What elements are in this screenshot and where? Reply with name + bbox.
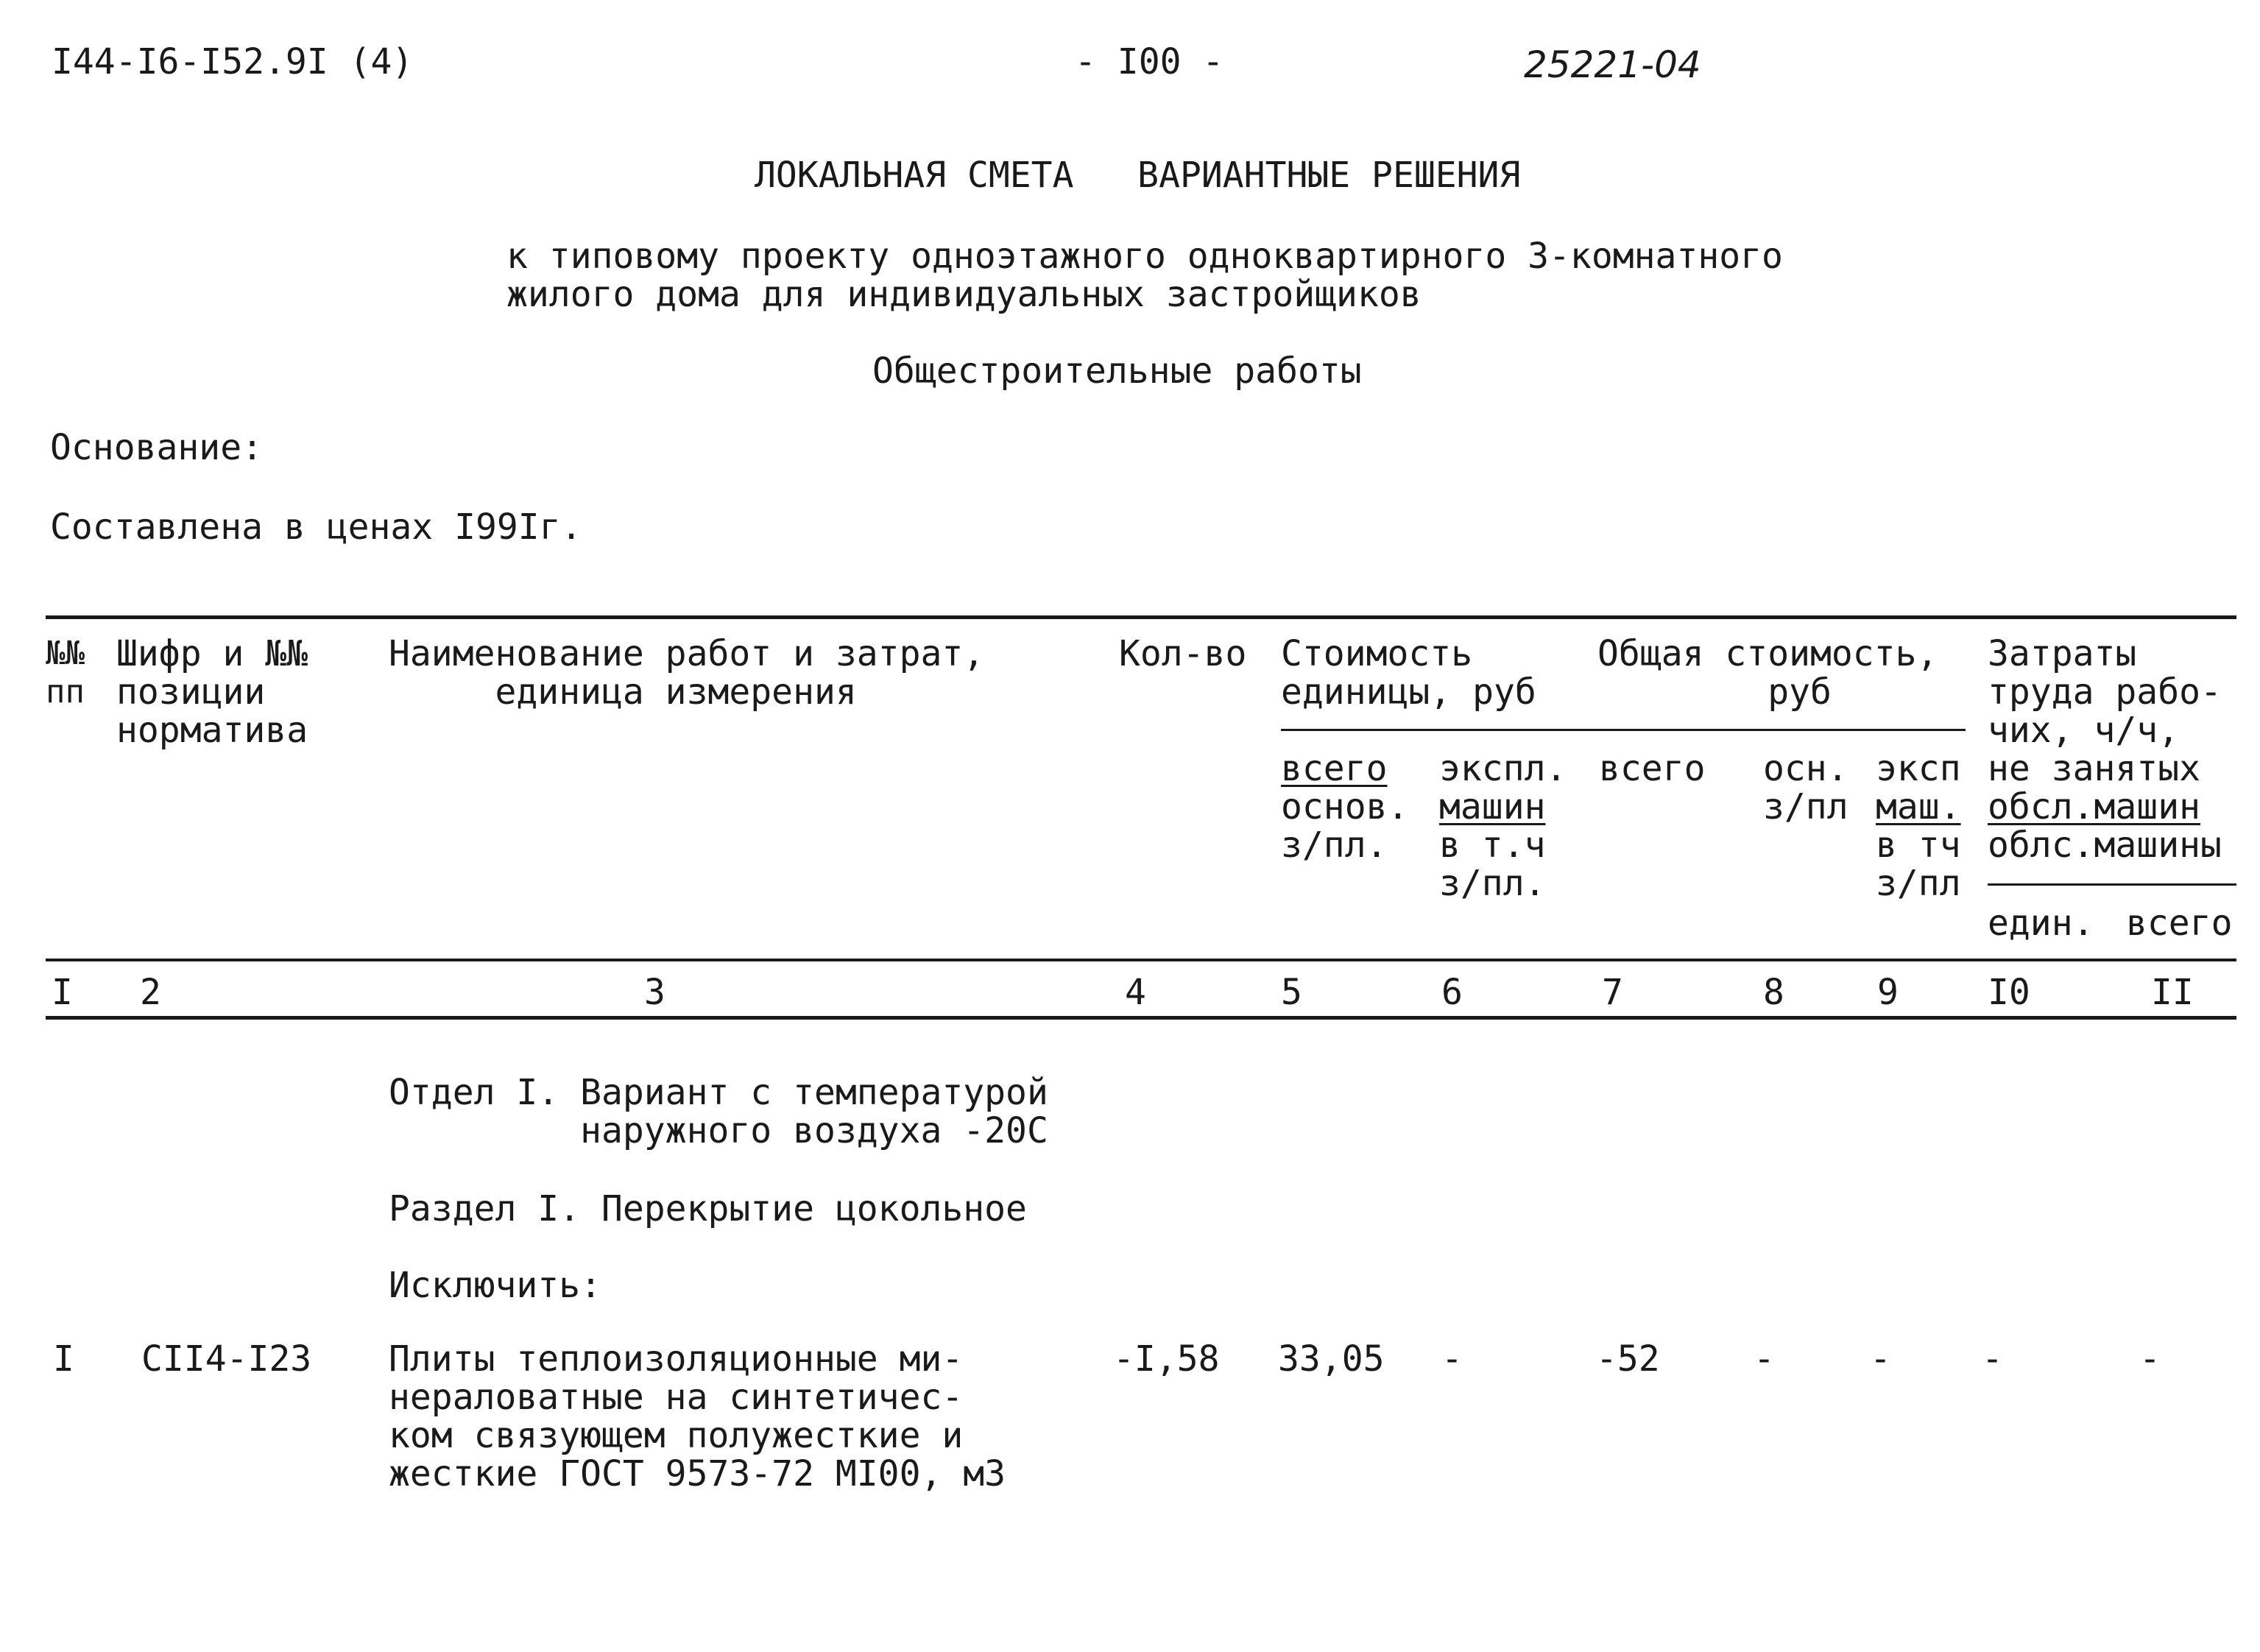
col-header-number: №№ пп — [46, 635, 85, 710]
exclude-label: Исключить: — [389, 1265, 601, 1306]
column-number: 3 — [644, 972, 665, 1013]
row-total: -52 — [1596, 1338, 1660, 1380]
column-number: 2 — [140, 972, 161, 1013]
column-number: 7 — [1602, 972, 1623, 1013]
col-header-9-machines: маш. — [1876, 786, 1961, 827]
row-unit-total: 33,05 — [1278, 1338, 1385, 1380]
column-number: 5 — [1281, 972, 1302, 1013]
row-base-wage: - — [1754, 1338, 1775, 1380]
col-header-code: Шифр и №№ позиции норматива — [116, 633, 308, 751]
col-header-6-incl: в т.ч — [1439, 825, 1546, 866]
title-subline-1: к типовому проекту одноэтажного одноквартирного 3-комнатного — [506, 236, 1783, 277]
section-title: Общестроительные работы — [872, 350, 1362, 392]
row-name: Плиты теплоизоляционные ми- нераловатные на синтетичес- ком связующем полужесткие и жесткие ГОСТ 9573-72 МI00, м3 — [389, 1338, 1006, 1494]
row-unit-machines: - — [1441, 1338, 1463, 1380]
col-header-7-total: всего — [1599, 748, 1706, 789]
table-top-rule — [46, 615, 2236, 619]
col-header-5-wage: з/пл. — [1281, 825, 1388, 866]
row-labor-unit: - — [1982, 1338, 2003, 1380]
row-quantity: -I,58 — [1113, 1338, 1220, 1380]
title-subline-2: жилого дома для индивидуальных застройщиков — [506, 274, 1422, 315]
col-header-6-wage: з/пл. — [1439, 863, 1546, 904]
column-number: II — [2151, 972, 2194, 1013]
col-header-9-wage: з/пл — [1876, 863, 1961, 904]
col-header-labor: Затраты труда рабо- чих, ч/ч, — [1988, 633, 2222, 751]
document-title: ЛОКАЛЬНАЯ СМЕТА ВАРИАНТНЫЕ РЕШЕНИЯ — [755, 155, 1521, 196]
col-header-10-unit: един. — [1988, 903, 2094, 944]
col-header-6-exploitation: экспл. — [1439, 748, 1567, 789]
basis-label: Основание: — [50, 427, 263, 468]
col-header-total-cost: Общая стоимость, руб — [1597, 633, 1938, 713]
subsection-heading: Раздел I. Перекрытие цокольное — [389, 1188, 1027, 1229]
col-header-5-total: всего — [1281, 748, 1388, 789]
col-header-labor-not-busy: не занятых — [1988, 748, 2200, 789]
column-number: I0 — [1988, 972, 2030, 1013]
column-number: 9 — [1877, 972, 1899, 1013]
col-header-9-exploitation: эксп — [1876, 748, 1961, 789]
col-header-labor-busy: облс.машины — [1988, 825, 2222, 866]
header-bottom-rule — [46, 959, 2236, 961]
col-header-name: Наименование работ и затрат, единица измерения — [389, 633, 985, 713]
row-labor-total: - — [2139, 1338, 2161, 1380]
document-code: I44-I6-I52.9I (4) — [52, 41, 414, 82]
col-header-9-incl: в тч — [1876, 825, 1961, 866]
unit-cost-rule — [1281, 729, 1966, 731]
prices-note: Составлена в ценах I99Iг. — [50, 506, 582, 548]
col-header-labor-not-busy-machines: обсл.машин — [1988, 786, 2200, 827]
archive-number: 25221-04 — [1524, 43, 1701, 86]
row-code: СII4-I23 — [141, 1338, 312, 1380]
row-number: I — [53, 1338, 74, 1380]
labor-rule — [1988, 883, 2236, 886]
row-machines: - — [1870, 1338, 1891, 1380]
column-number: I — [52, 972, 73, 1013]
column-number: 6 — [1441, 972, 1463, 1013]
col-header-quantity: Кол-во — [1119, 633, 1247, 674]
column-numbers-rule — [46, 1016, 2236, 1020]
department-heading: Отдел I. Вариант с температурой наружного воздуха -20С — [389, 1072, 1048, 1151]
page-number: - I00 - — [1075, 41, 1224, 82]
col-header-6-machines: машин — [1439, 786, 1546, 827]
column-number: 4 — [1125, 972, 1146, 1013]
col-header-unit-cost: Стоимость единицы, руб — [1281, 633, 1536, 713]
col-header-5-base: основ. — [1281, 786, 1409, 827]
col-header-11-total: всего — [2126, 903, 2233, 944]
column-number: 8 — [1763, 972, 1784, 1013]
col-header-8-base-wage: осн. з/пл — [1763, 748, 1848, 827]
